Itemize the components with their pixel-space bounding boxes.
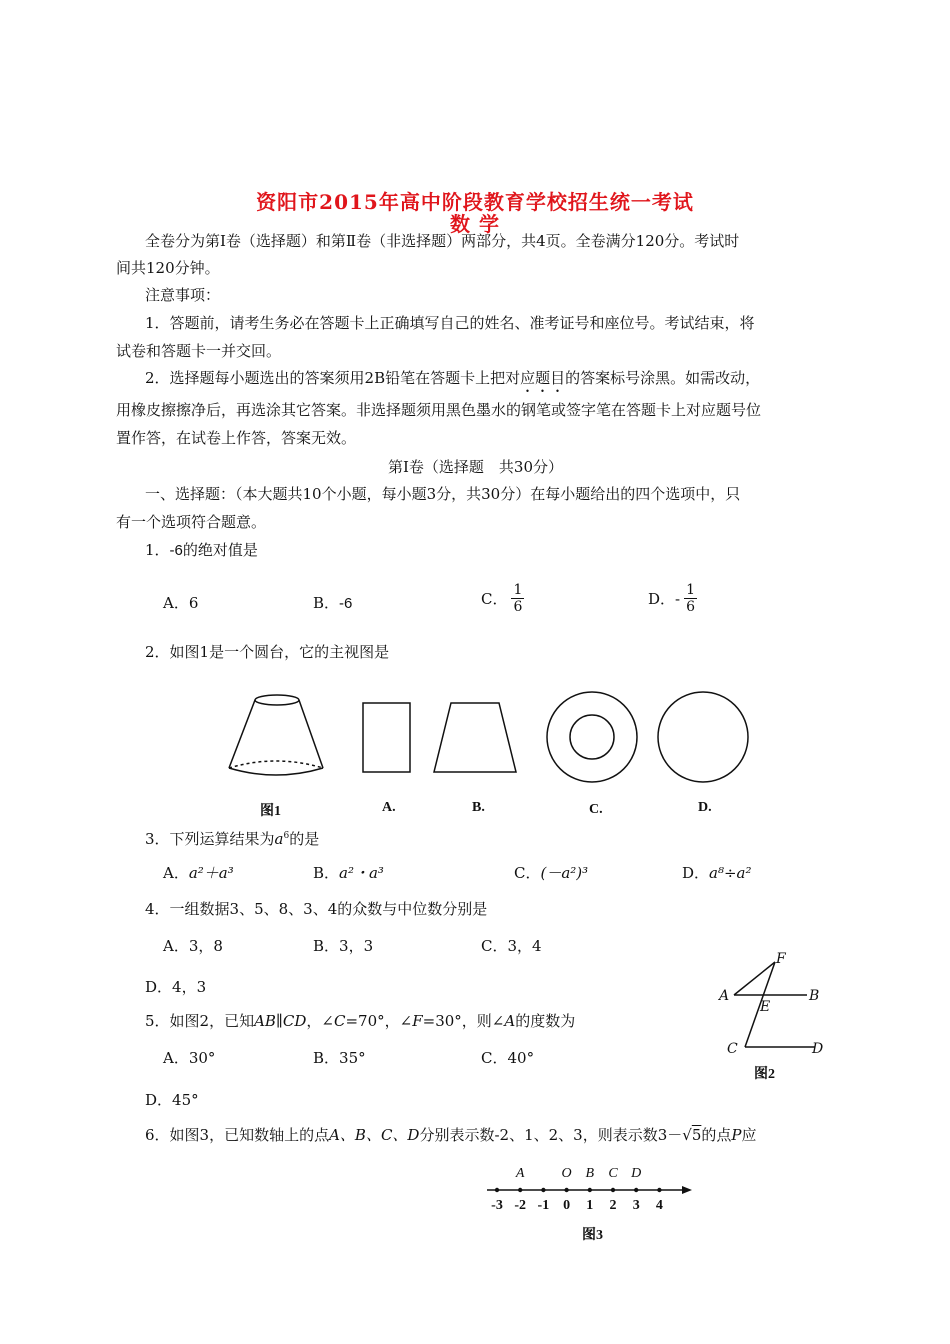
option-d-circle xyxy=(658,692,748,782)
notice-2-emphasis: 应题目 xyxy=(520,369,566,387)
number-line-dot xyxy=(518,1188,522,1192)
section-desc-line-1: 一、选择题：（本大题共10个小题，每小题3分，共30分）在每小题给出的四个选项中，只 xyxy=(145,485,741,503)
q6-stem-b: 分别表示数-2、1、2、3，则表示数3－ xyxy=(419,1126,683,1144)
q4-option-d: D．4，3 xyxy=(145,978,207,996)
q3-d-expr: a⁸÷a² xyxy=(709,864,752,882)
q5-parallel: ∥ xyxy=(275,1012,283,1030)
q1-d-numerator: 1 xyxy=(686,582,696,598)
q5-stem xyxy=(145,1011,575,1031)
q1-number: 1． xyxy=(145,541,170,559)
q3-option-b xyxy=(313,862,384,883)
q3-a-expr: a²＋a³ xyxy=(188,864,234,882)
q6-point-p: P xyxy=(731,1126,742,1144)
q3-stem-b: 的是 xyxy=(289,830,320,848)
q1-d-label: D． xyxy=(648,590,676,608)
q2-figures xyxy=(215,690,765,790)
q6-stem xyxy=(145,1125,756,1145)
option-c-inner-circle xyxy=(570,715,614,759)
fig2-point-f: F xyxy=(776,951,786,967)
q1-option-d xyxy=(648,582,697,615)
section-heading: 第Ⅰ卷（选择题 共30分） xyxy=(388,458,564,476)
q3-b-expr: a²・a³ xyxy=(339,864,384,882)
q3-c-label: C． xyxy=(514,864,541,882)
number-line-point-label: D xyxy=(631,1166,642,1181)
fig2-point-c: C xyxy=(727,1041,738,1057)
notice-2-line-2: 用橡皮擦擦净后，再选涂其它答案。非选择题须用黑色墨水的钢笔或签字笔在答题卡上对应题号位 xyxy=(116,401,762,419)
q6-stem-d: 应 xyxy=(741,1126,757,1144)
option-b-trapezoid xyxy=(434,703,516,772)
q1-option-c xyxy=(481,582,524,615)
q6-sqrt-value: 5 xyxy=(691,1126,702,1144)
q1-d-denominator: 6 xyxy=(686,599,696,615)
notice-2-part-c: 的答案标号涂黑。如需改动， xyxy=(565,369,761,387)
intro-line-2: 间共120分钟。 xyxy=(116,259,220,277)
fig2-point-d: D xyxy=(812,1041,824,1057)
q3-d-label: D． xyxy=(682,864,710,882)
q1-c-label: C． xyxy=(481,590,508,608)
q2-label-b: B. xyxy=(472,800,485,815)
notice-1-line-2: 试卷和答题卡一并交回。 xyxy=(116,342,282,360)
number-line-point-label: B xyxy=(585,1166,595,1181)
q3-option-a xyxy=(163,862,234,883)
q4-option-b: B．3，3 xyxy=(313,937,374,955)
q3-stem xyxy=(145,826,319,849)
option-a-rectangle xyxy=(363,703,410,772)
q3-exp: 6 xyxy=(283,831,290,841)
notice-1-line-1: 1．答题前，请考生务必在答题卡上正确填写自己的姓名、准考证号和座位号。考试结束，将 xyxy=(145,314,755,332)
subject-title: 数 学 xyxy=(450,212,500,236)
q2-stem: 2．如图1是一个圆台，它的主视图是 xyxy=(145,643,390,661)
number-line-tick-label: -3 xyxy=(491,1198,503,1213)
number-line-point-label: A xyxy=(515,1166,525,1181)
q5-option-d: D．45° xyxy=(145,1091,199,1109)
q6-stem-a: 6．如图3，已知数轴上的点 xyxy=(145,1126,330,1144)
q1-d-fraction xyxy=(684,582,697,615)
number-line-tick-label: 4 xyxy=(655,1198,663,1213)
q5-option-c: C．40° xyxy=(481,1049,535,1067)
q5-option-b: B．35° xyxy=(313,1049,366,1067)
q1-option-a: A．6 xyxy=(163,594,199,612)
number-line-dot xyxy=(588,1188,592,1192)
q1-stem xyxy=(145,540,258,561)
q1-tail: 的绝对值是 xyxy=(182,541,258,559)
number-line-tick-label: -2 xyxy=(514,1198,527,1213)
exam-title: 资阳市2015年高中阶段教育学校招生统一考试 xyxy=(256,190,694,214)
q1-value: -6 xyxy=(169,542,183,559)
q5-ab: AB xyxy=(254,1012,276,1030)
notice-2-part-a: 2．选择题每小题选出的答案须用2B铅笔在答题卡上把对 xyxy=(145,369,521,387)
q4-stem: 4．一组数据3、5、8、3、4的众数与中位数分别是 xyxy=(145,900,488,918)
q2-label-c: C. xyxy=(589,802,603,817)
notice-label: 注意事项： xyxy=(145,286,221,304)
frustum-figure xyxy=(229,695,323,775)
q3-a-label: A． xyxy=(163,864,189,882)
q5-option-a: A．30° xyxy=(163,1049,216,1067)
q5-cd: CD xyxy=(282,1012,307,1030)
q1-c-fraction xyxy=(511,582,524,615)
section-desc-line-2: 有一个选项符合题意。 xyxy=(116,513,267,531)
q5-stem-b: ，∠ xyxy=(306,1012,334,1030)
number-line-point-label: O xyxy=(561,1166,572,1181)
q2-label-a: A. xyxy=(382,800,396,815)
q4-option-a: A．3，8 xyxy=(163,937,223,955)
q1-option-b xyxy=(313,592,352,613)
q5-a2: A xyxy=(504,1012,516,1030)
number-line-dot xyxy=(634,1188,638,1192)
number-line-tick-label: -1 xyxy=(537,1198,550,1213)
q1-b-value: -6 xyxy=(339,595,353,612)
number-line-tick-label: 2 xyxy=(609,1198,617,1213)
number-line-dot xyxy=(541,1188,545,1192)
q1-d-sign: - xyxy=(675,589,681,608)
q5-c2: =70°，∠ xyxy=(345,1012,413,1030)
q5-c: C xyxy=(333,1012,346,1030)
number-line-tick-label: 1 xyxy=(586,1198,594,1213)
q5-end: 的度数为 xyxy=(515,1012,576,1030)
fig2-point-a: A xyxy=(719,988,730,1004)
number-line-point-label: C xyxy=(608,1166,618,1181)
notice-2-line-3: 置作答，在试卷上作答，答案无效。 xyxy=(116,429,357,447)
number-line-dot xyxy=(495,1188,499,1192)
q3-stem-a: 3．下列运算结果为 xyxy=(145,830,275,848)
intro-line-1: 全卷分为第Ⅰ卷（选择题）和第Ⅱ卷（非选择题）两部分，共4页。全卷满分120分。考试时 xyxy=(145,232,740,250)
number-line-dot xyxy=(564,1188,568,1192)
q5-f: F xyxy=(412,1012,423,1030)
fig2-label: 图2 xyxy=(754,1067,775,1082)
fig2-point-b: B xyxy=(809,988,820,1004)
q5-f2: =30°，则∠ xyxy=(422,1012,505,1030)
q5-stem-a: 5．如图2，已知 xyxy=(145,1012,255,1030)
q1-c-numerator: 1 xyxy=(513,582,523,598)
q3-option-c xyxy=(514,862,588,883)
fig3-label: 图3 xyxy=(582,1228,603,1243)
q1-b-label: B． xyxy=(313,594,340,612)
q6-points: A、B、C、D xyxy=(329,1126,420,1144)
fig1-label: 图1 xyxy=(260,804,281,819)
q3-option-d xyxy=(682,862,752,883)
fig2-point-e: E xyxy=(760,999,771,1015)
sqrt-symbol: √ xyxy=(682,1126,692,1144)
notice-2-line-1 xyxy=(145,368,760,396)
number-line-tick-label: 0 xyxy=(563,1198,571,1213)
number-line-dot xyxy=(611,1188,615,1192)
q2-label-d: D. xyxy=(698,800,712,815)
q3-var: a xyxy=(274,830,284,848)
q6-stem-c: 的点 xyxy=(701,1126,732,1144)
number-line-dot xyxy=(657,1188,661,1192)
number-line-tick-label: 3 xyxy=(632,1198,640,1213)
q4-option-c: C．3，4 xyxy=(481,937,542,955)
q3-b-label: B． xyxy=(313,864,340,882)
option-c-outer-circle xyxy=(547,692,637,782)
q1-c-denominator: 6 xyxy=(513,599,523,615)
q3-c-expr: (－a²)³ xyxy=(540,864,589,882)
